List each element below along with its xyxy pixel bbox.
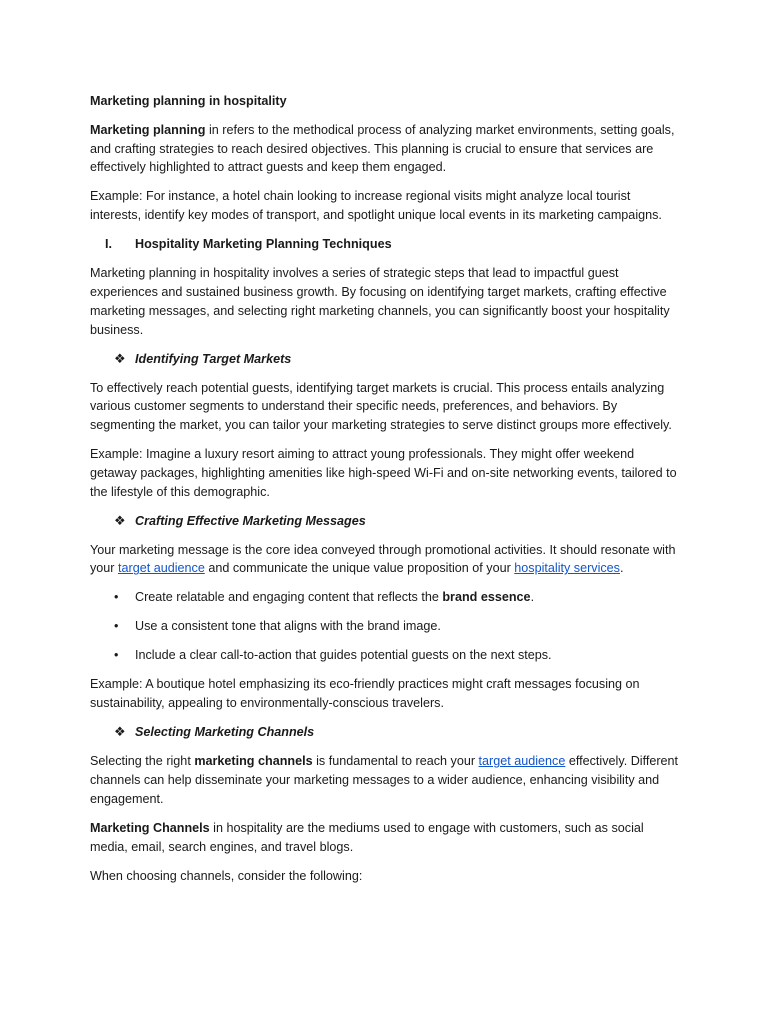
document-body [90, 92, 682, 895]
message-tips-list [90, 588, 682, 665]
paragraph-text: Selecting the right [90, 754, 195, 769]
subheading-target-markets [90, 350, 682, 369]
example-paragraph: Example: For instance, a hotel chain looking to increase regional visits might analyze local tourist interests, identify key modes of transport, and spotlight unique local events in its marketing campaigns. [90, 189, 662, 223]
target-audience-link[interactable]: target audience [118, 561, 205, 576]
subheading-text: Selecting Marketing Channels [135, 725, 315, 740]
diamond-bullet-icon: ❖ [114, 724, 126, 740]
section-numeral: I. [105, 237, 112, 252]
target-markets-example: Example: Imagine a luxury resort aiming to attract young professionals. They might offer weekend getaway packages, highlighting amenities like high-speed Wi-Fi and on-site networking events, tailored to the lifestyle of this demographic. [90, 447, 677, 499]
hospitality-services-link[interactable]: hospitality services [514, 561, 620, 576]
list-item-text-end: . [530, 590, 535, 605]
intro-paragraph [90, 121, 682, 177]
list-item-bold: brand essence [442, 590, 531, 605]
list-item-text: Create relatable and engaging content that reflects the [135, 590, 443, 605]
marketing-channels-paragraph [90, 752, 682, 808]
paragraph-text: Your marketing message is the core idea conveyed through promotional activities. It should resonate with your [90, 542, 676, 576]
bullet-dot-icon: • [114, 590, 119, 605]
subheading-marketing-channels [90, 723, 682, 742]
section-heading-text: Hospitality Marketing Planning Techniques [135, 237, 392, 252]
subheading-marketing-messages [90, 512, 682, 531]
list-item [90, 588, 682, 607]
definition-text: in hospitality are the mediums used to engage with customers, such as social media, email, search engines, and travel blogs. [90, 820, 644, 854]
diamond-bullet-icon: ❖ [114, 512, 126, 528]
section-heading [90, 235, 682, 254]
section-intro-paragraph: Marketing planning in hospitality involves a series of strategic steps that lead to impactful guest experiences and sustained business growth. By focusing on identifying target markets, crafting effective marketing messages, and selecting right marketing channels, you can significantly boost your hospitality business. [90, 266, 670, 337]
bullet-dot-icon: • [114, 648, 119, 663]
list-item [90, 617, 682, 636]
target-audience-link[interactable]: target audience [478, 754, 566, 769]
diamond-bullet-icon: ❖ [114, 350, 126, 366]
bullet-dot-icon: • [114, 619, 119, 634]
subheading-text: Crafting Effective Marketing Messages [135, 513, 366, 528]
paragraph-text: and communicate the unique value proposition of your [204, 561, 515, 576]
list-item [90, 646, 682, 665]
paragraph-text: . [619, 561, 624, 576]
definition-term: Marketing Channels [90, 820, 210, 835]
marketing-messages-example: Example: A boutique hotel emphasizing its eco-friendly practices might craft messages focusing on sustainability, appealing to environmentally-conscious travelers. [90, 677, 640, 711]
paragraph-bold: marketing channels [194, 754, 313, 769]
subheading-text: Identifying Target Markets [135, 351, 292, 366]
list-item-text: Use a consistent tone that aligns with the brand image. [135, 619, 441, 634]
list-item-text: Include a clear call-to-action that guides potential guests on the next steps. [135, 648, 552, 663]
paragraph-text: is fundamental to reach your [312, 754, 479, 769]
closing-paragraph: When choosing channels, consider the following: [90, 868, 363, 883]
intro-term: Marketing planning [90, 122, 206, 137]
marketing-messages-paragraph [90, 541, 682, 579]
channels-definition-paragraph [90, 819, 682, 857]
intro-text: in refers to the methodical process of analyzing market environments, setting goals, and crafting strategies to reach desired objectives. This planning is crucial to ensure that services are effectively highlighted to attract guests and keep them engaged. [90, 122, 675, 175]
paragraph-text: effectively. Different channels can help disseminate your marketing messages to a wider audience, enhancing visibility and engagement. [90, 754, 679, 806]
target-markets-paragraph: To effectively reach potential guests, identifying target markets is crucial. This process entails analyzing various customer segments to understand their specific needs, preferences, and behaviors. By segmenting the market, you can tailor your marketing strategies to serve distinct groups more effectively. [90, 380, 672, 433]
document-title: Marketing planning in hospitality [90, 94, 287, 108]
